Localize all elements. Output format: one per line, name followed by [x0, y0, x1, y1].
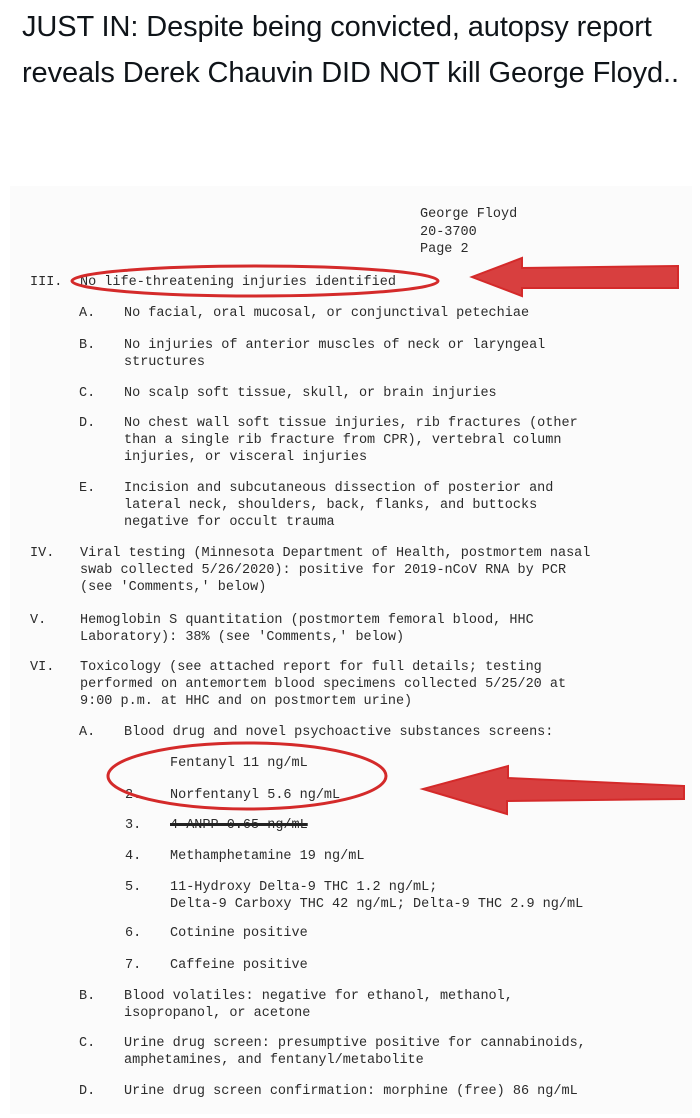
- tox-entry-3-number: 3.: [125, 818, 142, 833]
- section-6-item-a-letter: A.: [79, 725, 96, 740]
- tox-entry-4-number: 4.: [125, 849, 142, 864]
- section-3-item-e-line-3: negative for occult trauma: [124, 515, 335, 530]
- tox-entry-2-number: 2.: [125, 788, 142, 803]
- section-3-item-a-line-1: No facial, oral mucosal, or conjunctival petechiae: [124, 306, 530, 321]
- section-3-item-b-line-1: No injuries of anterior muscles of neck or laryngeal: [124, 338, 546, 353]
- section-6-item-c-line-1: Urine drug screen: presumptive positive for cannabinoids,: [124, 1036, 586, 1051]
- section-3-title: No life-threatening injuries identified: [80, 275, 396, 290]
- tox-entry-1: Fentanyl 11 ng/mL: [170, 756, 308, 771]
- tox-entry-2: Norfentanyl 5.6 ng/mL: [170, 788, 341, 803]
- section-3-item-d-letter: D.: [79, 416, 96, 431]
- header-page: Page 2: [420, 242, 469, 257]
- section-6-item-b-letter: B.: [79, 989, 96, 1004]
- section-5-number: V.: [30, 613, 47, 628]
- section-3-item-b-letter: B.: [79, 338, 96, 353]
- section-6-item-d-line-1: Urine drug screen confirmation: morphine (free) 86 ng/mL: [124, 1084, 578, 1099]
- section-3-item-a-letter: A.: [79, 306, 96, 321]
- section-6-line-3: 9:00 p.m. at HHC and on postmortem urine): [80, 694, 413, 709]
- section-6-item-a-title: Blood drug and novel psychoactive substances screens:: [124, 725, 554, 740]
- section-3-item-d-line-2: than a single rib fracture from CPR), vertebral column: [124, 433, 562, 448]
- tox-entry-4: Methamphetamine 19 ng/mL: [170, 849, 365, 864]
- section-4-line-3: (see 'Comments,' below): [80, 580, 267, 595]
- section-3-item-e-letter: E.: [79, 481, 96, 496]
- autopsy-report-page: [10, 186, 692, 1114]
- tox-entry-3-struck: 4-ANPP 0.65 ng/mL: [170, 818, 308, 833]
- section-4-line-2: swab collected 5/26/2020): positive for 2019-nCoV RNA by PCR: [80, 563, 567, 578]
- section-6-item-c-letter: C.: [79, 1036, 96, 1051]
- section-6-line-2: performed on antemortem blood specimens collected 5/25/20 at: [80, 677, 567, 692]
- tox-entry-7: Caffeine positive: [170, 958, 308, 973]
- section-3-item-d-line-3: injuries, or visceral injuries: [124, 450, 368, 465]
- tox-entry-7-number: 7.: [125, 958, 142, 973]
- section-3-item-c-line-1: No scalp soft tissue, skull, or brain injuries: [124, 386, 497, 401]
- post-headline: JUST IN: Despite being convicted, autopsy report reveals Derek Chauvin DID NOT kill George Floyd..: [22, 11, 679, 89]
- section-3-item-b-line-2: structures: [124, 355, 206, 370]
- section-3-item-c-letter: C.: [79, 386, 96, 401]
- section-6-item-b-line-2: isopropanol, or acetone: [124, 1006, 311, 1021]
- section-3-item-e-line-2: lateral neck, shoulders, back, flanks, and buttocks: [124, 498, 538, 513]
- section-4-number: IV.: [30, 546, 55, 561]
- document-header: [420, 206, 517, 259]
- section-6-number: VI.: [30, 660, 55, 675]
- section-5-line-2: Laboratory): 38% (see 'Comments,' below): [80, 630, 405, 645]
- section-4-line-1: Viral testing (Minnesota Department of Health, postmortem nasal: [80, 546, 591, 561]
- section-6-item-b-line-1: Blood volatiles: negative for ethanol, methanol,: [124, 989, 513, 1004]
- tox-entry-5-line-2: Delta-9 Carboxy THC 42 ng/mL; Delta-9 THC 2.9 ng/mL: [170, 897, 584, 912]
- header-name: George Floyd: [420, 207, 518, 222]
- section-6-item-d-letter: D.: [79, 1084, 96, 1099]
- tox-entry-6-number: 6.: [125, 926, 142, 941]
- section-3-number: III.: [30, 275, 63, 290]
- section-5-line-1: Hemoglobin S quantitation (postmortem femoral blood, HHC: [80, 613, 534, 628]
- section-6-line-1: Toxicology (see attached report for full details; testing: [80, 660, 542, 675]
- tox-entry-5-line-1: 11-Hydroxy Delta-9 THC 1.2 ng/mL;: [170, 880, 438, 895]
- section-6-item-c-line-2: amphetamines, and fentanyl/metabolite: [124, 1053, 424, 1068]
- tox-entry-5-number: 5.: [125, 880, 142, 895]
- tox-entry-6: Cotinine positive: [170, 926, 308, 941]
- header-case-number: 20-3700: [420, 224, 477, 240]
- section-3-item-e-line-1: Incision and subcutaneous dissection of posterior and: [124, 481, 554, 496]
- section-3-item-d-line-1: No chest wall soft tissue injuries, rib fractures (other: [124, 416, 578, 431]
